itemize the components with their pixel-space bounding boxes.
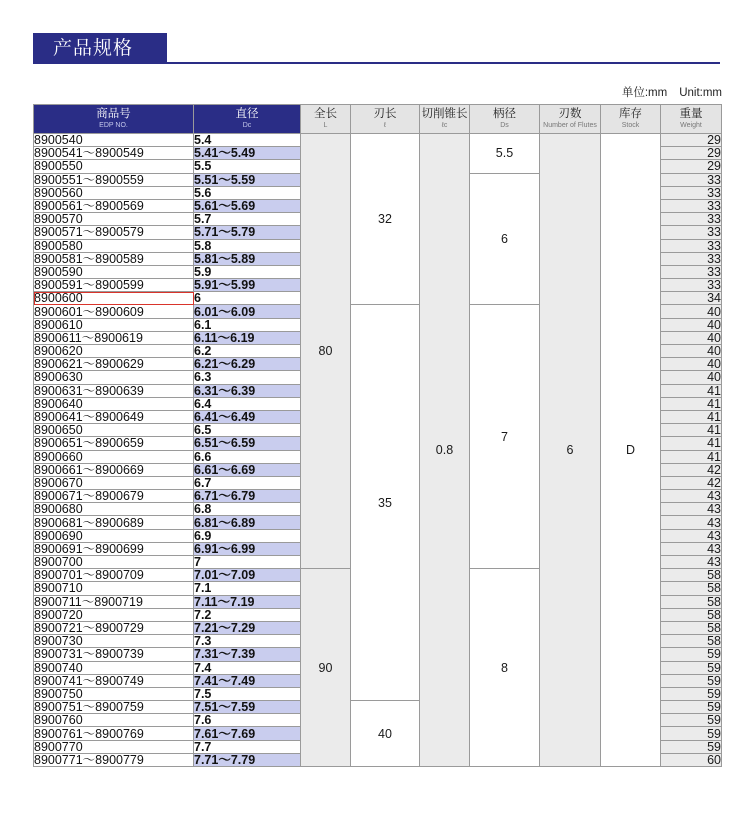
edp-cell: 8900631～8900639 xyxy=(34,384,194,397)
weight-cell: 59 xyxy=(661,661,722,674)
flute-length-cell: 40 xyxy=(351,701,420,767)
weight-cell: 33 xyxy=(661,265,722,278)
diameter-cell: 7.1 xyxy=(194,582,301,595)
spec-table xyxy=(33,104,722,767)
weight-cell: 33 xyxy=(661,199,722,212)
diameter-cell: 5.81～5.89 xyxy=(194,252,301,265)
header-flutes: 刃数 Number of Flutes xyxy=(540,105,601,134)
weight-cell: 41 xyxy=(661,437,722,450)
flute-length-cell: 35 xyxy=(351,305,420,701)
edp-cell: 8900720 xyxy=(34,608,194,621)
weight-cell: 43 xyxy=(661,556,722,569)
edp-cell: 8900730 xyxy=(34,635,194,648)
edp-cell: 8900600 xyxy=(34,292,194,305)
edp-cell: 8900671～8900679 xyxy=(34,490,194,503)
edp-cell: 8900621～8900629 xyxy=(34,358,194,371)
edp-cell: 8900691～8900699 xyxy=(34,542,194,555)
edp-cell: 8900670 xyxy=(34,476,194,489)
weight-cell: 58 xyxy=(661,635,722,648)
diameter-cell: 5.71～5.79 xyxy=(194,226,301,239)
edp-cell: 8900551～8900559 xyxy=(34,173,194,186)
weight-cell: 33 xyxy=(661,186,722,199)
weight-cell: 59 xyxy=(661,648,722,661)
diameter-cell: 5.4 xyxy=(194,134,301,147)
diameter-cell: 7.01～7.09 xyxy=(194,569,301,582)
diameter-cell: 7.71～7.79 xyxy=(194,753,301,766)
weight-cell: 59 xyxy=(661,727,722,740)
header-chamfer-length: 切削锥长 ℓc xyxy=(420,105,470,134)
diameter-cell: 6.4 xyxy=(194,397,301,410)
header-overall-length: 全长 L xyxy=(301,105,351,134)
diameter-cell: 7.31～7.39 xyxy=(194,648,301,661)
edp-cell: 8900581～8900589 xyxy=(34,252,194,265)
diameter-cell: 7.6 xyxy=(194,714,301,727)
diameter-cell: 7.4 xyxy=(194,661,301,674)
header-stock: 库存 Stock xyxy=(601,105,661,134)
diameter-cell: 6.41～6.49 xyxy=(194,410,301,423)
weight-cell: 41 xyxy=(661,450,722,463)
weight-cell: 58 xyxy=(661,621,722,634)
weight-cell: 43 xyxy=(661,516,722,529)
weight-cell: 59 xyxy=(661,687,722,700)
diameter-cell: 6.91～6.99 xyxy=(194,542,301,555)
edp-cell: 8900750 xyxy=(34,687,194,700)
edp-cell: 8900731～8900739 xyxy=(34,648,194,661)
edp-cell: 8900550 xyxy=(34,160,194,173)
edp-cell: 8900591～8900599 xyxy=(34,279,194,292)
header-flute-length: 刃长 ℓ xyxy=(351,105,420,134)
edp-cell: 8900570 xyxy=(34,213,194,226)
edp-cell: 8900681～8900689 xyxy=(34,516,194,529)
diameter-cell: 6.9 xyxy=(194,529,301,542)
edp-cell: 8900751～8900759 xyxy=(34,701,194,714)
diameter-cell: 6.71～6.79 xyxy=(194,490,301,503)
weight-cell: 29 xyxy=(661,147,722,160)
weight-cell: 59 xyxy=(661,714,722,727)
weight-cell: 41 xyxy=(661,410,722,423)
diameter-cell: 7.3 xyxy=(194,635,301,648)
weight-cell: 40 xyxy=(661,345,722,358)
weight-cell: 33 xyxy=(661,173,722,186)
diameter-cell: 6.8 xyxy=(194,503,301,516)
flute-length-cell: 32 xyxy=(351,134,420,305)
weight-cell: 40 xyxy=(661,318,722,331)
edp-cell: 8900690 xyxy=(34,529,194,542)
weight-cell: 43 xyxy=(661,529,722,542)
weight-cell: 60 xyxy=(661,753,722,766)
edp-cell: 8900761～8900769 xyxy=(34,727,194,740)
diameter-cell: 6.21～6.29 xyxy=(194,358,301,371)
edp-cell: 8900560 xyxy=(34,186,194,199)
edp-cell: 8900700 xyxy=(34,556,194,569)
weight-cell: 58 xyxy=(661,608,722,621)
section-divider xyxy=(33,62,720,64)
weight-cell: 33 xyxy=(661,213,722,226)
table-row xyxy=(34,134,722,147)
edp-cell: 8900711～8900719 xyxy=(34,595,194,608)
weight-cell: 58 xyxy=(661,582,722,595)
weight-cell: 41 xyxy=(661,384,722,397)
stock-cell: D xyxy=(601,134,661,767)
edp-cell: 8900771～8900779 xyxy=(34,753,194,766)
diameter-cell: 5.7 xyxy=(194,213,301,226)
diameter-cell: 5.5 xyxy=(194,160,301,173)
diameter-cell: 5.6 xyxy=(194,186,301,199)
edp-cell: 8900590 xyxy=(34,265,194,278)
edp-cell: 8900660 xyxy=(34,450,194,463)
weight-cell: 42 xyxy=(661,476,722,489)
unit-cn: 单位:mm xyxy=(621,87,668,99)
diameter-cell: 6.1 xyxy=(194,318,301,331)
flutes-cell: 6 xyxy=(540,134,601,767)
diameter-cell: 7.51～7.59 xyxy=(194,701,301,714)
diameter-cell: 6.31～6.39 xyxy=(194,384,301,397)
diameter-cell: 7.11～7.19 xyxy=(194,595,301,608)
header-edp: 商品号 EDP NO. xyxy=(34,105,194,134)
weight-cell: 33 xyxy=(661,239,722,252)
edp-cell: 8900561～8900569 xyxy=(34,199,194,212)
shank-diameter-cell: 5.5 xyxy=(470,134,540,174)
overall-length-cell: 80 xyxy=(301,134,351,569)
edp-cell: 8900580 xyxy=(34,239,194,252)
edp-cell: 8900740 xyxy=(34,661,194,674)
weight-cell: 43 xyxy=(661,542,722,555)
chamfer-length-cell: 0.8 xyxy=(420,134,470,767)
diameter-cell: 7.41～7.49 xyxy=(194,674,301,687)
diameter-cell: 7 xyxy=(194,556,301,569)
weight-cell: 34 xyxy=(661,292,722,305)
diameter-cell: 6.5 xyxy=(194,424,301,437)
diameter-cell: 6.6 xyxy=(194,450,301,463)
weight-cell: 59 xyxy=(661,674,722,687)
edp-cell: 8900741～8900749 xyxy=(34,674,194,687)
edp-cell: 8900760 xyxy=(34,714,194,727)
table-body xyxy=(34,134,722,767)
edp-cell: 8900770 xyxy=(34,740,194,753)
overall-length-cell: 90 xyxy=(301,569,351,767)
table-header-row xyxy=(34,105,722,134)
diameter-cell: 7.61～7.69 xyxy=(194,727,301,740)
diameter-cell: 6.11～6.19 xyxy=(194,331,301,344)
edp-cell: 8900571～8900579 xyxy=(34,226,194,239)
section-header xyxy=(33,33,720,65)
weight-cell: 42 xyxy=(661,463,722,476)
header-weight: 重量 Weight xyxy=(661,105,722,134)
edp-cell: 8900610 xyxy=(34,318,194,331)
diameter-cell: 5.9 xyxy=(194,265,301,278)
weight-cell: 40 xyxy=(661,371,722,384)
edp-cell: 8900601～8900609 xyxy=(34,305,194,318)
diameter-cell: 7.5 xyxy=(194,687,301,700)
diameter-cell: 7.7 xyxy=(194,740,301,753)
header-diameter: 直径 Dc xyxy=(194,105,301,134)
edp-cell: 8900710 xyxy=(34,582,194,595)
diameter-cell: 7.21～7.29 xyxy=(194,621,301,634)
edp-cell: 8900701～8900709 xyxy=(34,569,194,582)
weight-cell: 41 xyxy=(661,397,722,410)
weight-cell: 33 xyxy=(661,279,722,292)
shank-diameter-cell: 8 xyxy=(470,569,540,767)
diameter-cell: 6.3 xyxy=(194,371,301,384)
edp-cell: 8900541～8900549 xyxy=(34,147,194,160)
edp-cell: 8900651～8900659 xyxy=(34,437,194,450)
edp-cell: 8900680 xyxy=(34,503,194,516)
edp-cell: 8900721～8900729 xyxy=(34,621,194,634)
diameter-cell: 6.7 xyxy=(194,476,301,489)
edp-cell: 8900611～8900619 xyxy=(34,331,194,344)
weight-cell: 29 xyxy=(661,160,722,173)
diameter-cell: 5.91～5.99 xyxy=(194,279,301,292)
weight-cell: 33 xyxy=(661,252,722,265)
diameter-cell: 5.41～5.49 xyxy=(194,147,301,160)
diameter-cell: 6.81～6.89 xyxy=(194,516,301,529)
diameter-cell: 5.8 xyxy=(194,239,301,252)
unit-en: Unit:mm xyxy=(679,87,722,99)
edp-cell: 8900630 xyxy=(34,371,194,384)
weight-cell: 43 xyxy=(661,503,722,516)
diameter-cell: 5.61～5.69 xyxy=(194,199,301,212)
unit-note xyxy=(622,84,722,100)
edp-cell: 8900620 xyxy=(34,345,194,358)
diameter-cell: 6 xyxy=(194,292,301,305)
edp-cell: 8900640 xyxy=(34,397,194,410)
edp-cell: 8900650 xyxy=(34,424,194,437)
weight-cell: 40 xyxy=(661,358,722,371)
diameter-cell: 5.51～5.59 xyxy=(194,173,301,186)
header-shank-diameter: 柄径 Ds xyxy=(470,105,540,134)
shank-diameter-cell: 7 xyxy=(470,305,540,569)
edp-cell: 8900641～8900649 xyxy=(34,410,194,423)
diameter-cell: 6.01～6.09 xyxy=(194,305,301,318)
weight-cell: 40 xyxy=(661,305,722,318)
weight-cell: 43 xyxy=(661,490,722,503)
edp-cell: 8900540 xyxy=(34,134,194,147)
edp-cell: 8900661～8900669 xyxy=(34,463,194,476)
weight-cell: 29 xyxy=(661,134,722,147)
weight-cell: 40 xyxy=(661,331,722,344)
weight-cell: 59 xyxy=(661,701,722,714)
shank-diameter-cell: 6 xyxy=(470,173,540,305)
weight-cell: 58 xyxy=(661,569,722,582)
diameter-cell: 6.51～6.59 xyxy=(194,437,301,450)
diameter-cell: 6.2 xyxy=(194,345,301,358)
diameter-cell: 6.61～6.69 xyxy=(194,463,301,476)
weight-cell: 41 xyxy=(661,424,722,437)
weight-cell: 59 xyxy=(661,740,722,753)
weight-cell: 33 xyxy=(661,226,722,239)
diameter-cell: 7.2 xyxy=(194,608,301,621)
weight-cell: 58 xyxy=(661,595,722,608)
section-title: 产品规格 xyxy=(33,33,167,64)
